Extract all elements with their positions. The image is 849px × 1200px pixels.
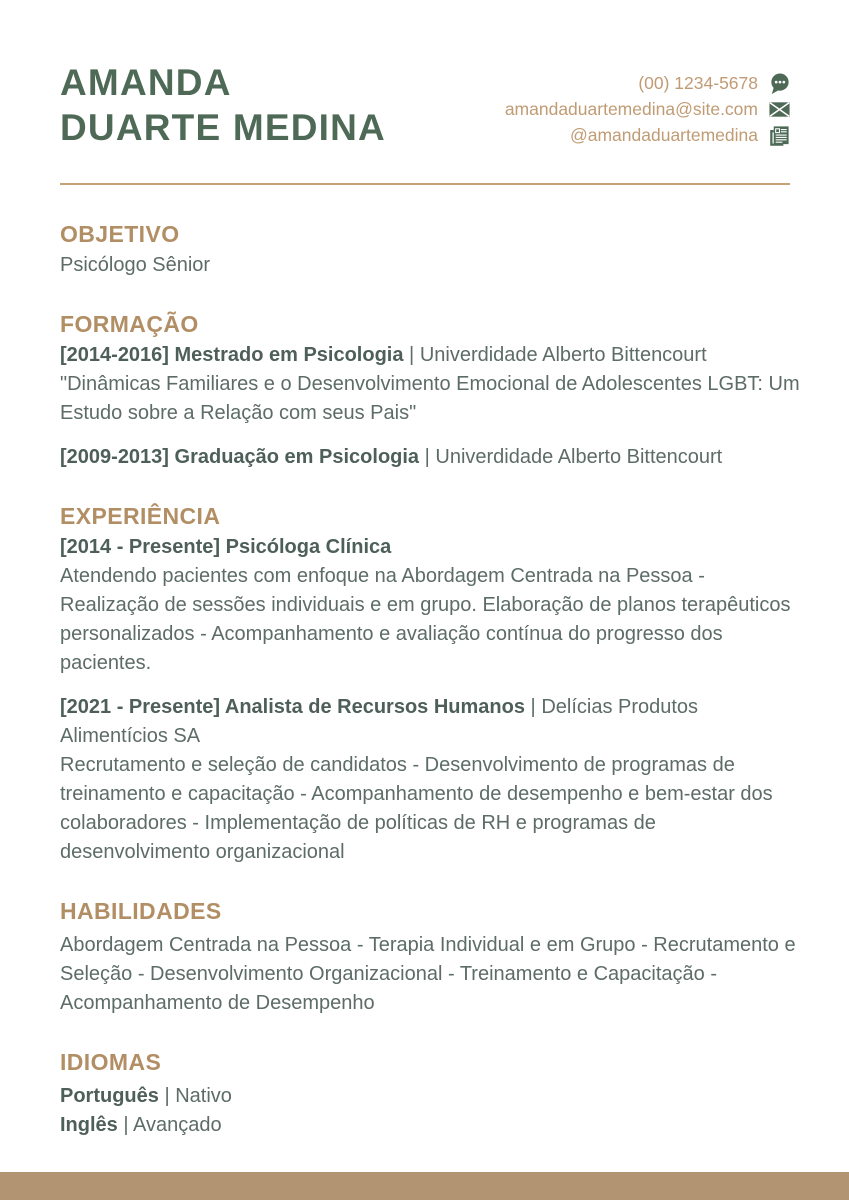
section-title-objetivo: OBJETIVO <box>60 221 180 247</box>
formacao-entry <box>60 443 807 472</box>
contact-phone-row <box>505 72 791 95</box>
contact-block <box>505 72 791 147</box>
newspaper-icon <box>768 124 791 147</box>
experiencia-entry-detail: Atendendo pacientes com enfoque na Abordagem Centrada na Pessoa - Realização de sessões individuais e em grupo. Elaboração de planos terapêuticos personalizados - Acompanhamento e avaliação contínua do progresso dos pacientes. <box>60 565 791 674</box>
separator: | <box>530 696 536 718</box>
header <box>0 0 849 150</box>
formacao-entry-org: Univerdidade Alberto Bittencourt <box>435 446 723 468</box>
experiencia-entry-title: [2014 - Presente] Psicóloga Clínica <box>60 536 392 558</box>
contact-handle-row <box>505 124 791 147</box>
experiencia-entry-org: Delícias Produtos Alimentícios SA <box>60 696 699 747</box>
section-title-experiencia: EXPERIÊNCIA <box>60 503 221 529</box>
section-title-habilidades: HABILIDADES <box>60 898 222 924</box>
envelope-icon <box>768 98 791 121</box>
footer-accent-bar <box>0 1172 849 1200</box>
language-name: Português <box>60 1085 159 1107</box>
phone-number: (00) 1234-5678 <box>638 73 758 93</box>
contact-email-row <box>505 98 791 121</box>
resume-body <box>0 221 849 1140</box>
section-title-formacao: FORMAÇÃO <box>60 311 199 337</box>
person-name-line2: DUARTE MEDINA <box>60 107 386 148</box>
section-title-idiomas: IDIOMAS <box>60 1049 162 1075</box>
language-item <box>60 1082 807 1111</box>
experiencia-entry-title: [2021 - Presente] Analista de Recursos Humanos <box>60 696 525 718</box>
experiencia-entry-detail: Recrutamento e seleção de candidatos - Desenvolvimento de programas de treinamento e capacitação - Acompanhamento de desempenho e bem-estar dos colaboradores - Implementação de políticas de RH e programas de desenvolvimento organizacional <box>60 754 773 863</box>
habilidades-text: Abordagem Centrada na Pessoa - Terapia Individual e em Grupo - Recrutamento e Seleção - Desenvolvimento Organizacional - Treinamento e Capacitação - Acompanhamento de Desempenho <box>60 934 796 1014</box>
header-divider <box>60 183 790 185</box>
language-item <box>60 1111 807 1140</box>
language-level: Nativo <box>175 1085 232 1107</box>
formacao-entry-detail: "Dinâmicas Familiares e o Desenvolvimento Emocional de Adolescentes LGBT: Um Estudo sobre a Relação com seus Pais" <box>60 373 800 424</box>
experiencia-entry <box>60 693 807 867</box>
formacao-entry-title: [2009-2013] Graduação em Psicologia <box>60 446 420 468</box>
objetivo-text: Psicólogo Sênior <box>60 254 211 276</box>
separator: | <box>164 1085 170 1107</box>
chat-bubble-icon <box>768 72 791 95</box>
separator: | <box>123 1114 129 1136</box>
formacao-entry <box>60 341 807 428</box>
formacao-entry-org: Univerdidade Alberto Bittencourt <box>419 344 707 366</box>
social-handle: @amandaduartemedina <box>569 125 758 145</box>
separator: | <box>424 446 430 468</box>
person-name-line1: AMANDA <box>60 62 232 103</box>
person-name <box>60 60 386 150</box>
language-level: Avançado <box>133 1114 222 1136</box>
language-name: Inglês <box>60 1114 118 1136</box>
email-address: amandaduartemedina@site.com <box>504 99 758 119</box>
experiencia-entry <box>60 533 807 678</box>
separator: | <box>409 344 415 366</box>
formacao-entry-title: [2014-2016] Mestrado em Psicologia <box>60 344 404 366</box>
